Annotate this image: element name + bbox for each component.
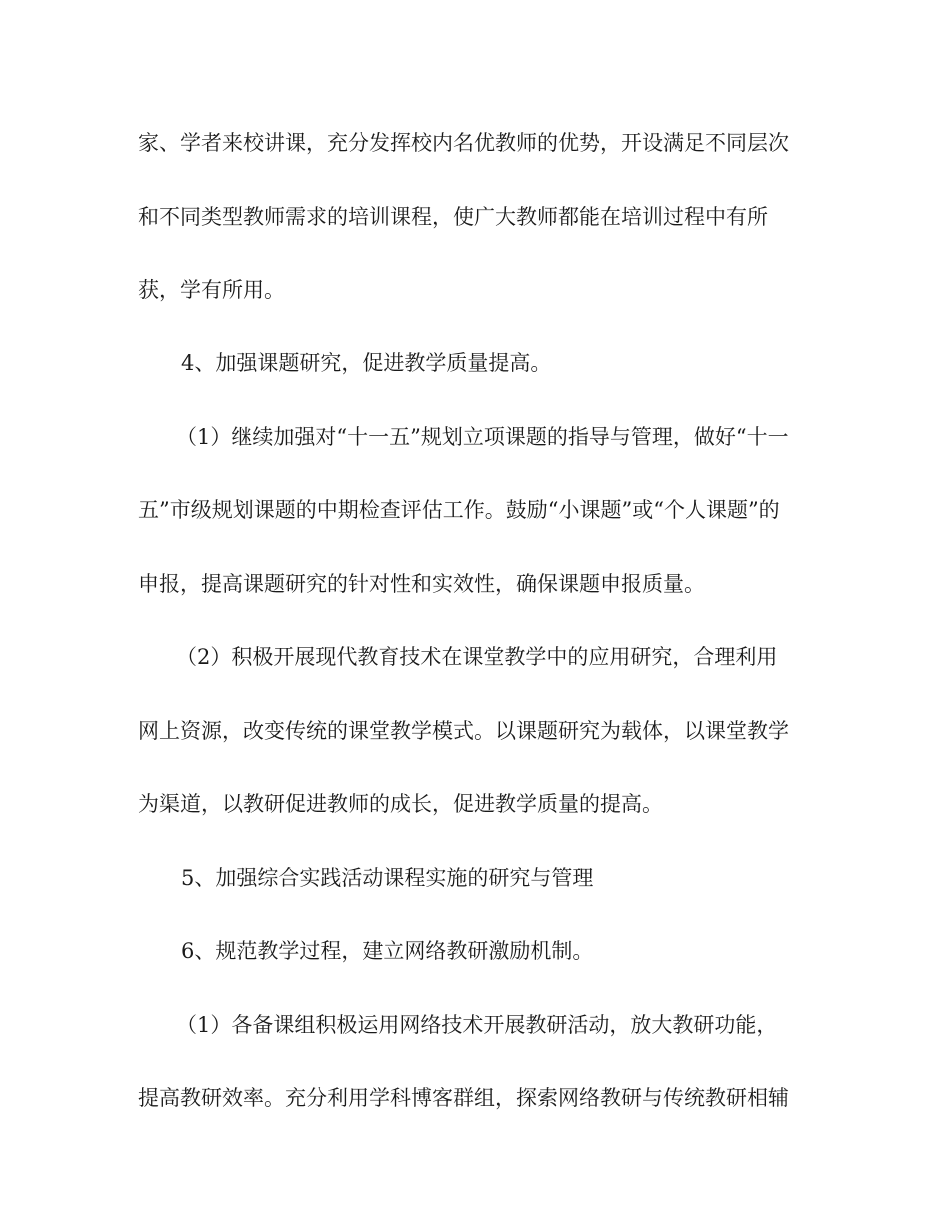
paragraph-line: （1）继续加强对“十一五”规划立项课题的指导与管理，做好“十一 <box>176 425 789 449</box>
paragraph-line: 和不同类型教师需求的培训课程，使广大教师都能在培训过程中有所 <box>138 205 768 229</box>
paragraph-line: 申报，提高课题研究的针对性和实效性，确保课题申报质量。 <box>138 572 705 596</box>
paragraph-line: 提高教研效率。充分利用学科博客群组，探索网络教研与传统教研相辅 <box>138 1086 789 1110</box>
section-heading-5: 5、加强综合实践活动课程实施的研究与管理 <box>181 866 594 890</box>
paragraph-line: 为渠道，以教研促进教师的成长，促进教学质量的提高。 <box>138 792 663 816</box>
section-heading-4: 4、加强课题研究，促进教学质量提高。 <box>181 351 552 375</box>
paragraph-line: 网上资源，改变传统的课堂教学模式。以课题研究为载体，以课堂教学 <box>138 719 789 743</box>
paragraph-line: （2）积极开展现代教育技术在课堂教学中的应用研究，合理利用 <box>176 645 778 669</box>
paragraph-line: 家、学者来校讲课，充分发挥校内名优教师的优势，开设满足不同层次 <box>138 131 789 155</box>
paragraph-line: 获，学有所用。 <box>138 278 285 302</box>
paragraph-line: 五”市级规划课题的中期检查评估工作。鼓励“小课题”或“个人课题”的 <box>138 498 780 522</box>
paragraph-line: （1）各备课组积极运用网络技术开展教研活动，放大教研功能， <box>176 1013 778 1037</box>
section-heading-6: 6、规范教学过程，建立网络教研激励机制。 <box>181 939 594 963</box>
